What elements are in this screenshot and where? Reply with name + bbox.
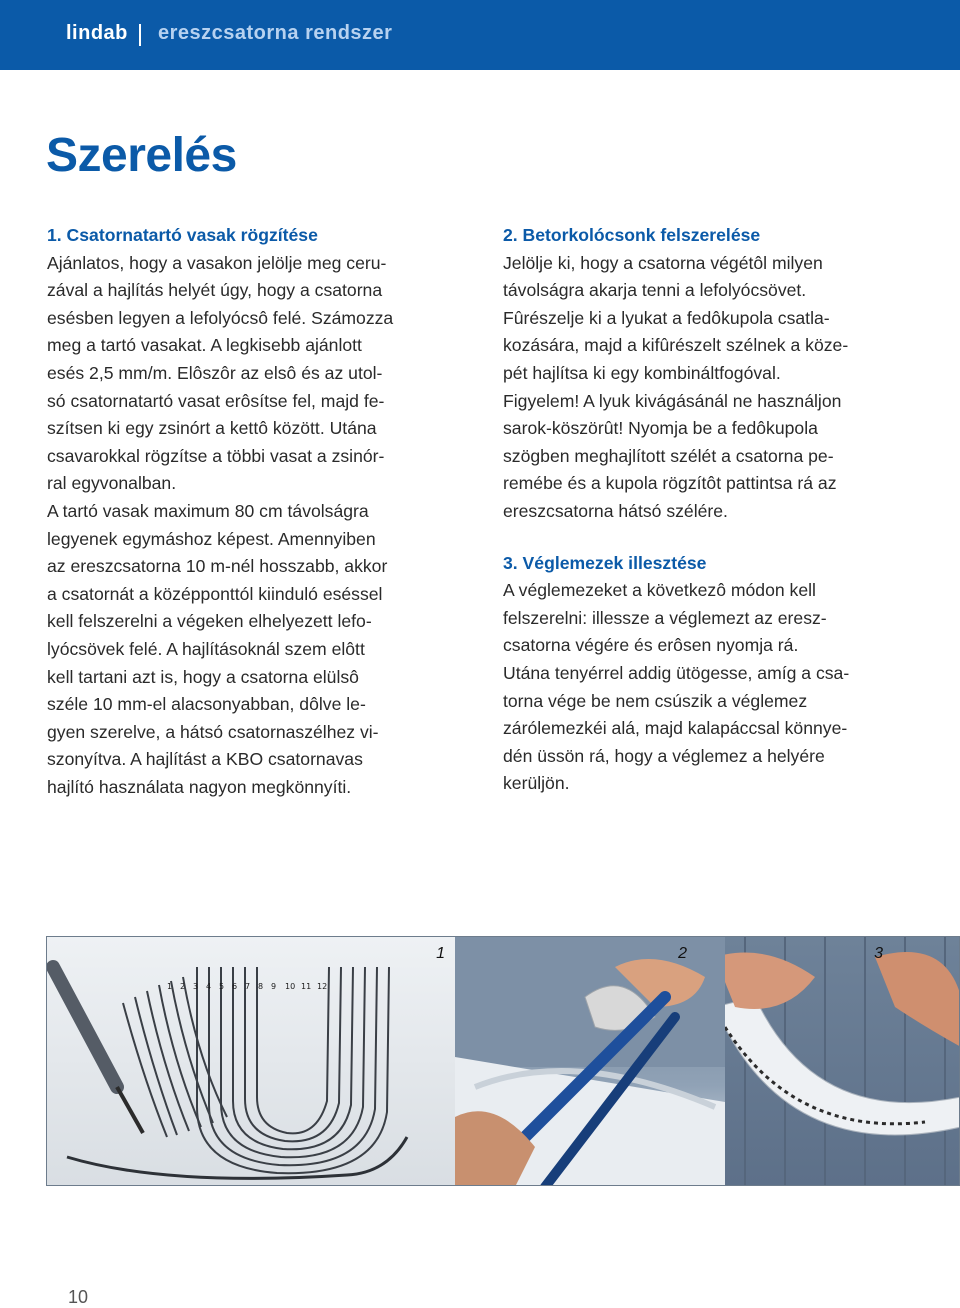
outlet-cutting-illustration (455, 937, 725, 1185)
header-bar (0, 0, 960, 70)
gutter-brackets-illustration (47, 937, 455, 1185)
section-heading-1: 1. Csatornatartó vasak rögzítése (47, 225, 318, 245)
bracket-number: 9 (271, 982, 277, 991)
section-1-paragraph-1: Ajánlatos, hogy a vasakon jelölje meg ceru- zával a hajlítás helyét úgy, hogy a csatorna esésben legyen a lefolyócsô felé. Számozza meg a tartó vasakat. A legkisebb ajánlott esés 2,5 mm/m. Elôszôr az elsô és az utol- só csatornatartó vasat erôsítse fel, majd fe- szítsen ki egy zsinórt a kettô között. Utána csavarokkal rögzítse a többi vasat a zsinór- ral egyvonalban. (47, 252, 394, 494)
section-heading-2: 2. Betorkolócsonk felszerelése (503, 225, 761, 245)
page-number: 10 (68, 1287, 89, 1307)
bracket-number: 11 (301, 982, 312, 991)
section-2-paragraph: Jelölje ki, hogy a csatorna végétôl milyen távolságra akarja tenni a lefolyócsövet. Fûrészelje ki a lyukat a fedôkupola csatla- kozására, majd a kifûrészelt szélnek a köze- pét hajlítsa ki egy kombináltfogóval. Figyelem! A lyuk kivágásánál ne használjon sarok-köszörût! Nyomja be a fedôkupola szögben meghajlított szélét a csatorna pe- remébe és a kupola rögzítôt pattintsa rá az ereszcsatorna hátsó szélére. (503, 252, 849, 521)
section-3-paragraph: A véglemezeket a következô módon kell felszerelni: illessze a véglemezt az eresz- csatorna végére és erôsen nyomja rá. Utána tenyérrel addig ütögesse, amíg a csa- torna vége be nem csúszik a véglemez zárólemezkéi alá, majd kalapáccsal könnye- dén üssön rá, hogy a véglemez a helyére kerüljön. (503, 580, 850, 794)
bracket-number: 2 (180, 982, 186, 991)
bracket-number: 7 (245, 982, 251, 991)
bracket-number: 10 (285, 982, 296, 991)
photo-outlet-mounting (725, 937, 960, 1185)
photo-label-2: 2 (678, 945, 687, 962)
bracket-number: 5 (219, 982, 225, 991)
bracket-number: 6 (232, 982, 238, 991)
page-title: Szerelés (46, 129, 237, 182)
left-column (47, 222, 459, 801)
header-subtitle: ereszcsatorna rendszer (158, 22, 393, 44)
photo-outlet-cutting (455, 937, 725, 1185)
bracket-number: 8 (258, 982, 264, 991)
header-divider (139, 24, 141, 46)
bracket-number: 12 (317, 982, 328, 991)
section-spacer (503, 526, 913, 550)
section-1-paragraph-2: A tartó vasak maximum 80 cm távolságra legyenek egymáshoz képest. Amennyiben az ereszcsatorna 10 m-nél hosszabb, akkor a csatornát a középponttól kiinduló eséssel kell felszerelni a végeken elhelyezett lefo- lyócsövek felé. A hajlításoknál szem elôtt kell tartani azt is, hogy a csatorna elülsô széle 10 mm-el alacsonyabban, dôlve le- gyen szerelve, a hátsó csatornaszélhez vi- szonyítva. A hajlítást a KBO csatornavas hajlító használata nagyon megkönnyíti. (47, 500, 388, 797)
bracket-number: 3 (193, 982, 199, 991)
photo-strip (46, 936, 960, 1186)
right-column (503, 222, 913, 798)
photo-bracket-bending (47, 937, 455, 1185)
outlet-mounting-illustration (725, 937, 960, 1185)
bracket-number: 1 (167, 982, 173, 991)
section-heading-3: 3. Véglemezek illesztése (503, 552, 707, 573)
photo-label-1: 1 (436, 945, 445, 962)
brand-name: lindab (66, 22, 128, 44)
bracket-number: 4 (206, 982, 212, 991)
photo-label-3: 3 (874, 945, 883, 962)
